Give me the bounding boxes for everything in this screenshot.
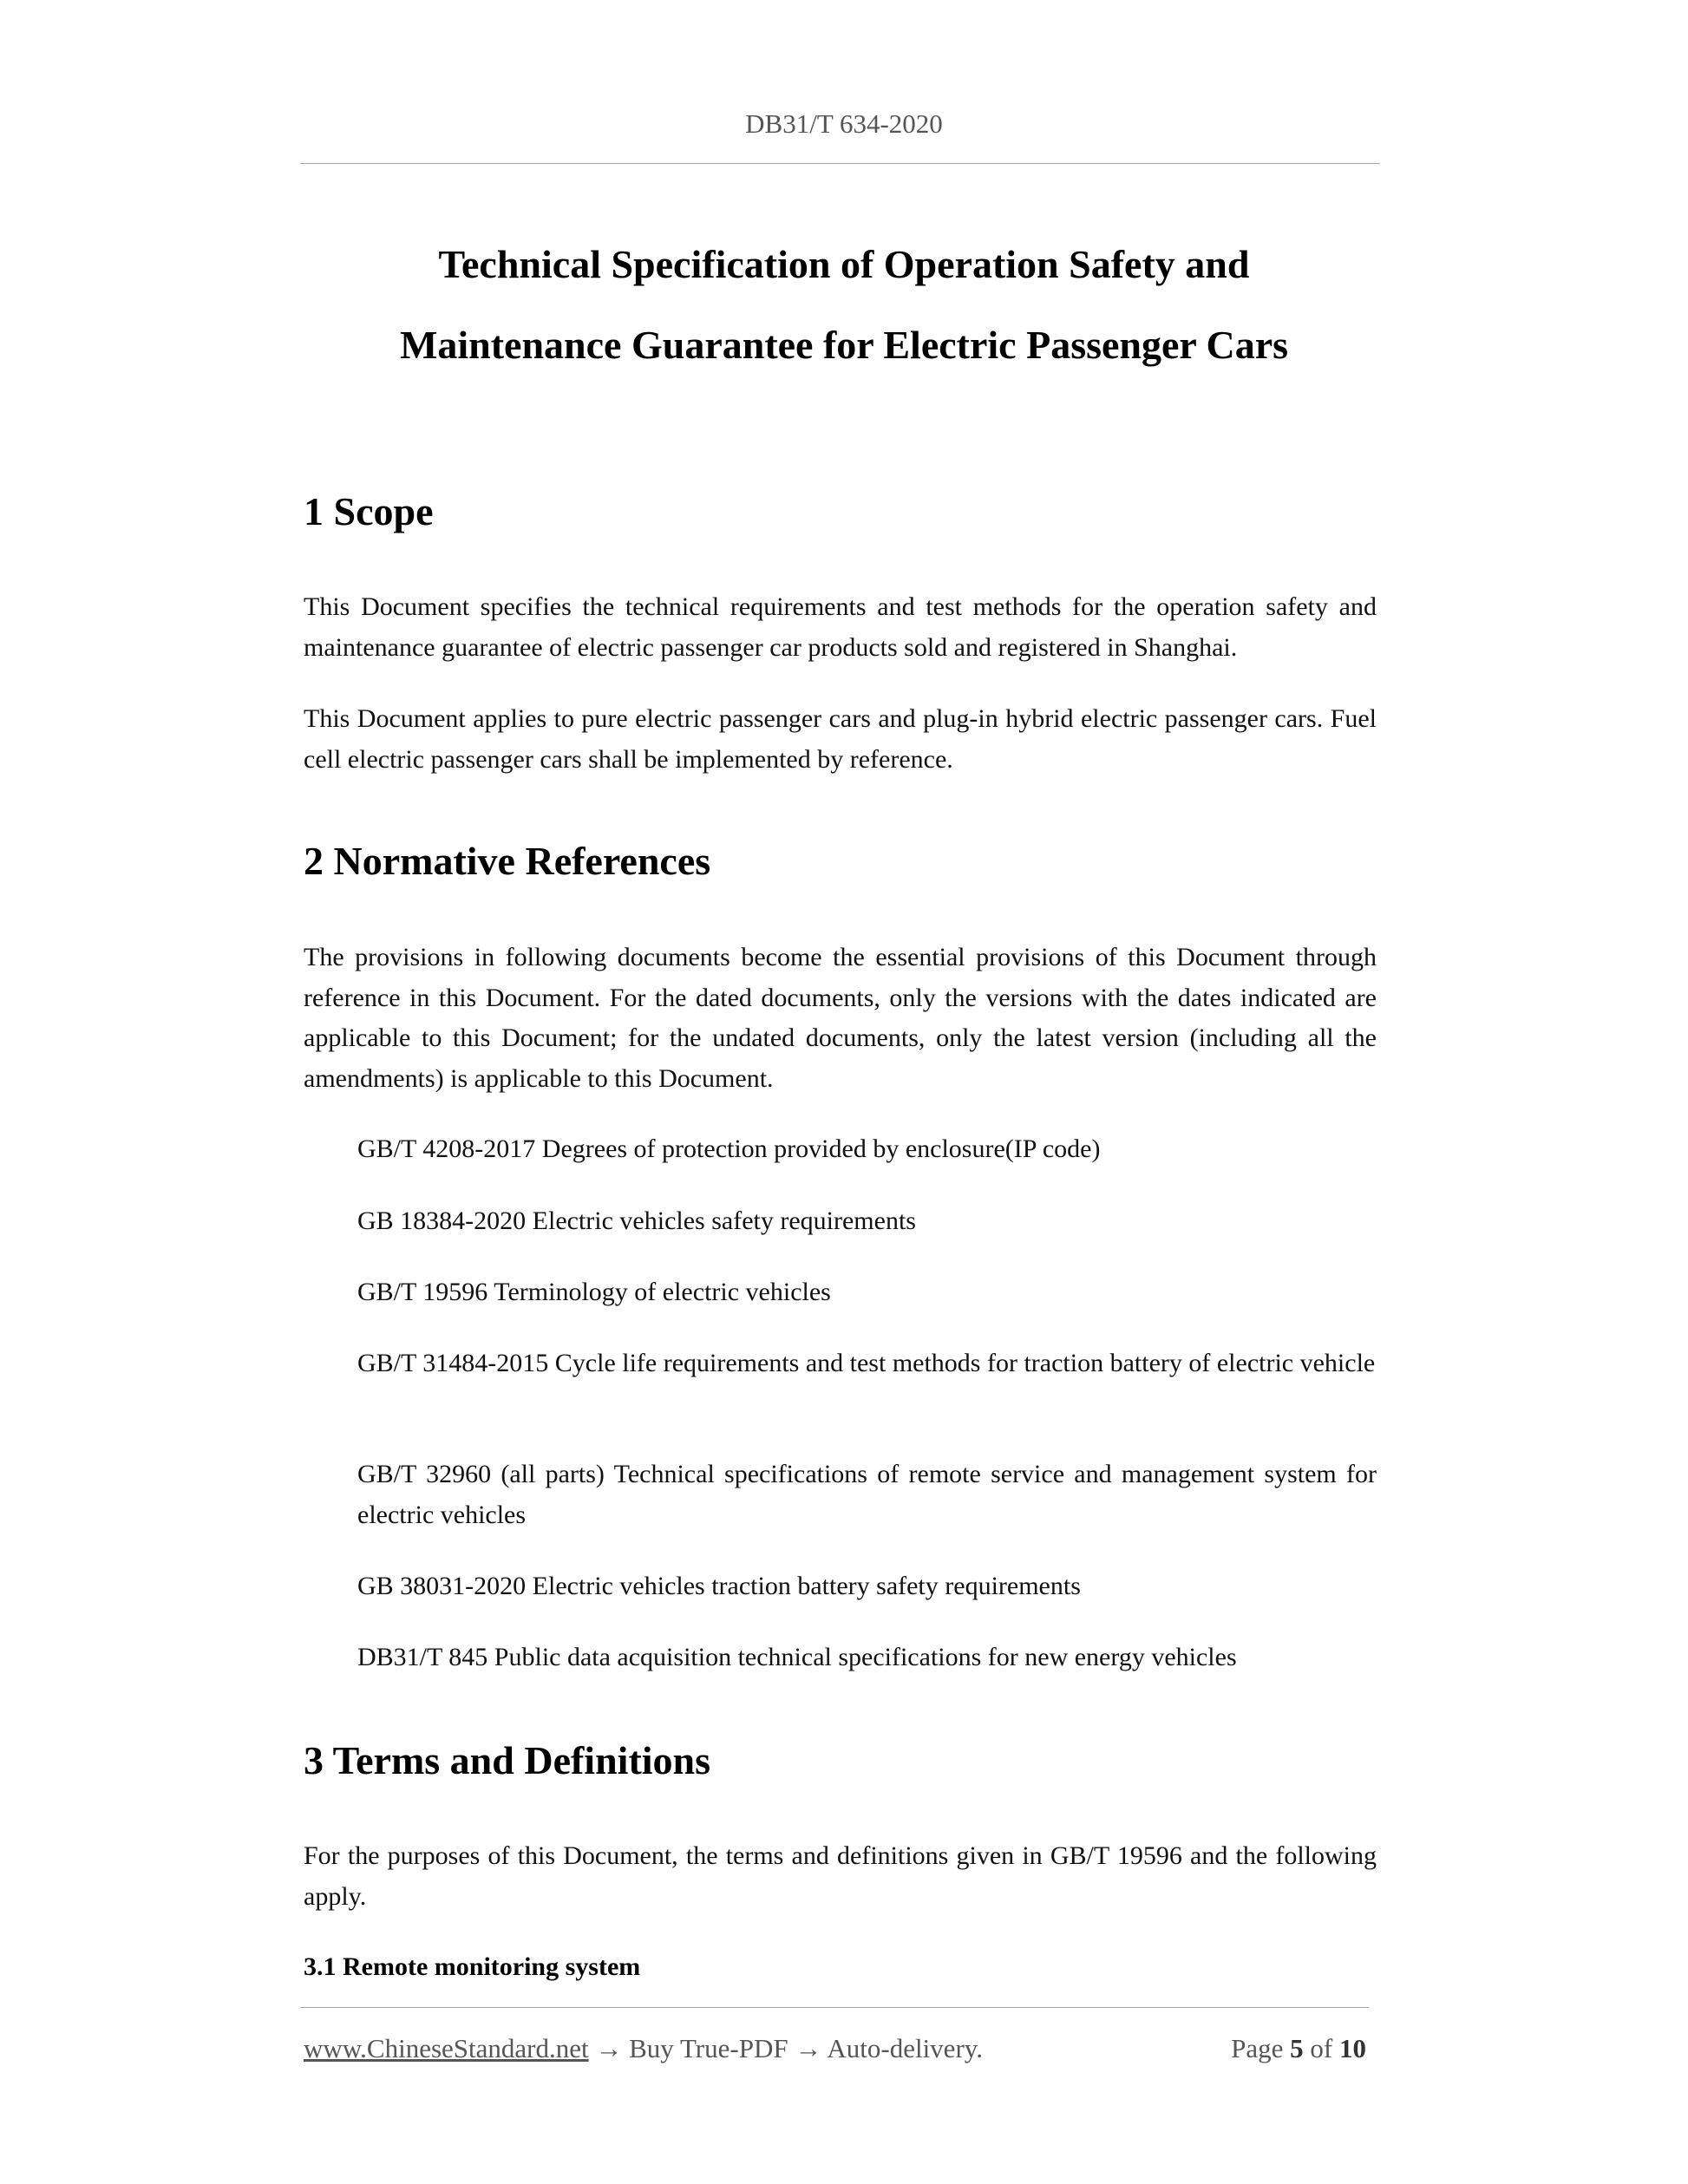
header-divider [300, 163, 1380, 164]
current-page-number: 5 [1290, 2033, 1304, 2063]
of-label: of [1310, 2033, 1333, 2063]
scope-paragraph-1: This Document specifies the technical requirements and test methods for the operation safety and maintenance guarantee of electric passenger car products sold and registered in Shanghai. [304, 592, 1377, 662]
title-line-2: Maintenance Guarantee for Electric Passenger Cars [399, 323, 1289, 367]
reference-item: GB/T 19596 Terminology of electric vehicles [357, 1278, 831, 1306]
normative-paragraph: The provisions in following documents become the essential provisions of this Document through reference in this Document. For the dated documents, only the versions with the dates indicated are applicable to this Document; for the undated documents, only the latest version (including all the amendments) is applicable to this Document. [304, 943, 1377, 1093]
document-code: DB31/T 634-2020 [745, 108, 943, 139]
reference-item: GB/T 31484-2015 Cycle life requirements and test methods for traction battery of electric vehicle [357, 1349, 1376, 1377]
total-pages: 10 [1339, 2033, 1366, 2063]
footer-divider [300, 2007, 1369, 2008]
subsection-heading-remote-monitoring: 3.1 Remote monitoring system [304, 1952, 641, 1981]
page-label: Page [1231, 2033, 1284, 2063]
page-header [0, 108, 1688, 140]
website-link[interactable]: www.ChineseStandard.net [304, 2033, 589, 2063]
footer-promo-text: → Buy True-PDF → Auto-delivery. [588, 2033, 983, 2063]
title-line-1: Technical Specification of Operation Safety and [438, 242, 1250, 286]
scope-paragraph-2: This Document applies to pure electric passenger cars and plug-in hybrid electric passenger cars. Fuel cell electric passenger cars shall be implemented by reference. [304, 704, 1377, 774]
reference-item: GB 18384-2020 Electric vehicles safety requirements [357, 1206, 916, 1235]
page-indicator [1231, 2029, 1366, 2069]
reference-item: DB31/T 845 Public data acquisition technical specifications for new energy vehicles [357, 1643, 1237, 1671]
section-heading-normative-references: 2 Normative References [304, 839, 711, 883]
section-heading-scope: 1 Scope [304, 489, 434, 533]
reference-item: GB/T 4208-2017 Degrees of protection provided by enclosure(IP code) [357, 1135, 1101, 1163]
terms-paragraph: For the purposes of this Document, the terms and definitions given in GB/T 19596 and the following apply. [304, 1841, 1377, 1911]
section-heading-terms-definitions: 3 Terms and Definitions [304, 1738, 711, 1782]
reference-item: GB/T 32960 (all parts) Technical specifications of remote service and management system for electric vehicles [357, 1460, 1377, 1529]
reference-item: GB 38031-2020 Electric vehicles traction battery safety requirements [357, 1572, 1081, 1600]
document-title [0, 224, 1688, 385]
footer-promo [304, 2029, 983, 2069]
